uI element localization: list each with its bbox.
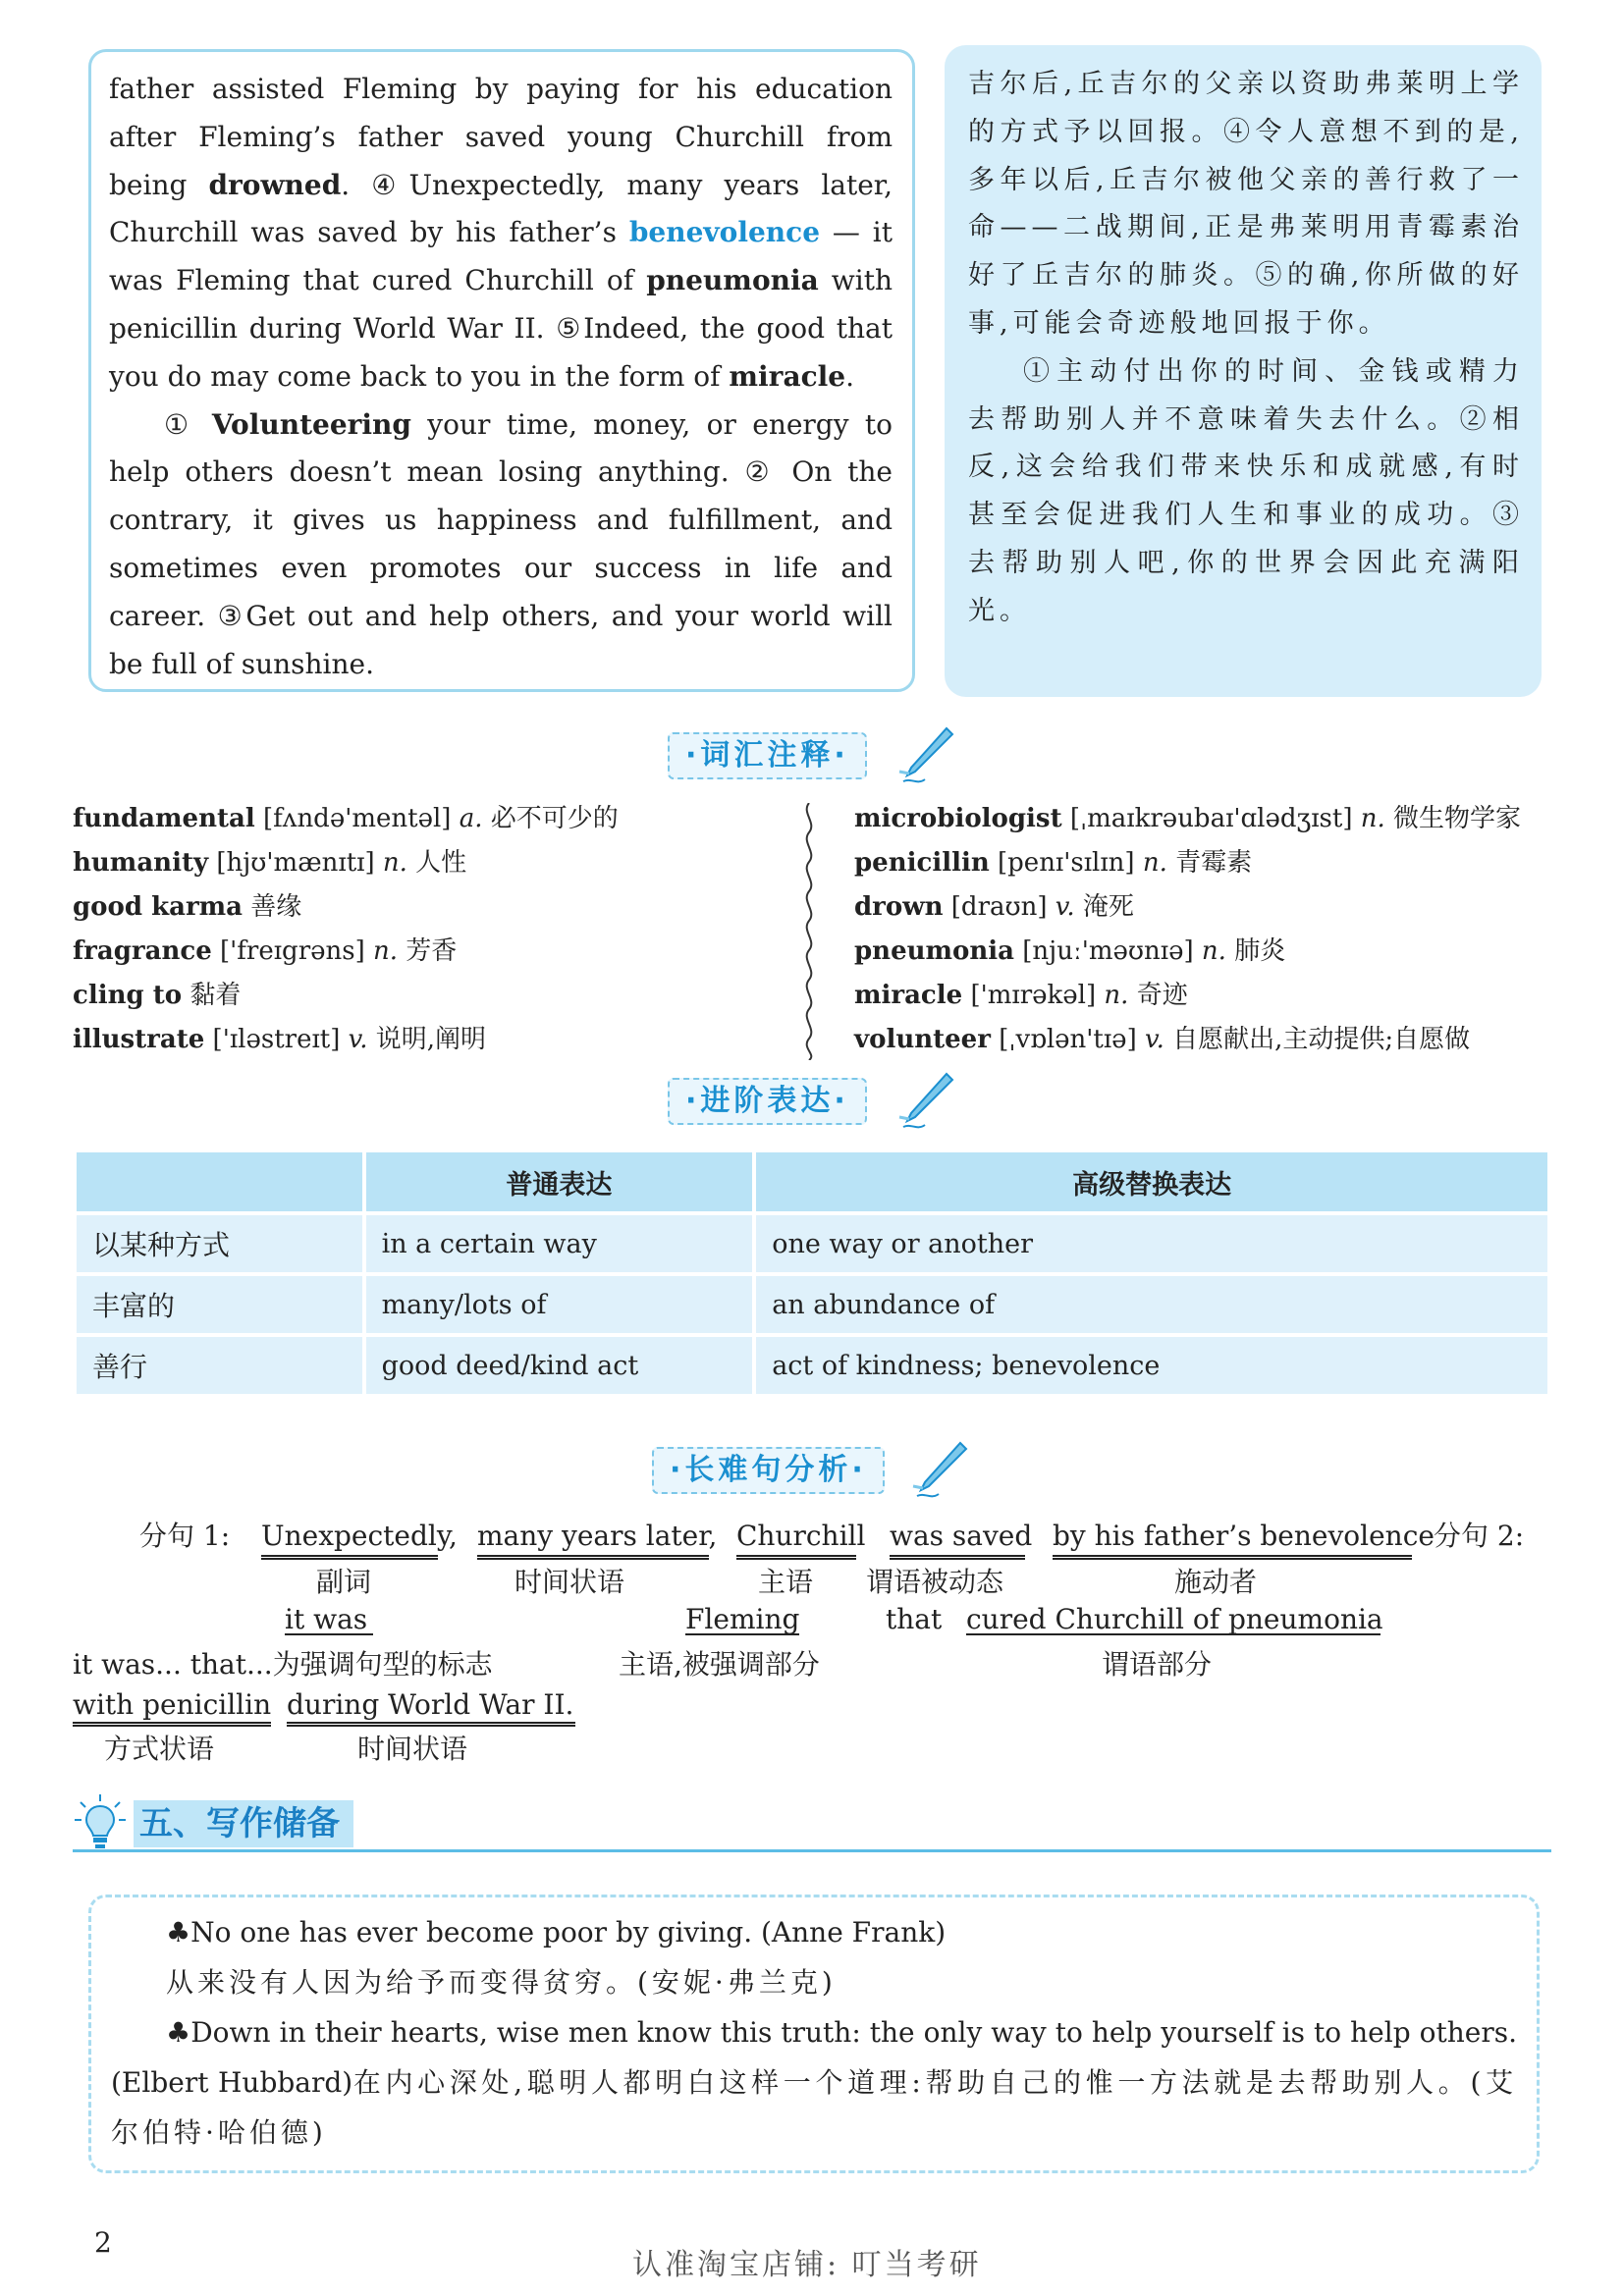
pen-icon — [897, 724, 956, 789]
club-icon: ♣ — [166, 2016, 191, 2049]
quote-1-cn: 从来没有人因为给予而变得贫穷。(安妮·弗兰克) — [166, 1966, 837, 1999]
vocab-entry — [73, 885, 619, 930]
vocab-phonetic: [ˌvɒlən'tɪə] — [990, 1025, 1145, 1054]
club-icon: ♣ — [166, 1916, 191, 1949]
vocab-pos: v. — [1144, 1025, 1173, 1054]
quote-2 — [111, 2007, 1517, 2158]
wavy-divider — [797, 803, 821, 1060]
quote-text-cn: 在内心深处,聪明人都明白这样一个道理:帮助自己的惟一方法就是去帮助别人。(艾尔伯特·哈伯德) — [111, 2066, 1518, 2149]
segment-label: 谓语被动态 — [866, 1566, 1004, 1598]
text-run: — it was Fleming that cured Churchill of — [109, 216, 893, 297]
vocab-word: penicillin — [854, 848, 990, 878]
clause-2-prefix: 分句 2: — [1434, 1520, 1525, 1552]
segment-label: 方式状语 — [104, 1733, 215, 1765]
vocab-meaning: 善缘 — [250, 892, 302, 922]
highlight-term: benevolence — [628, 216, 821, 249]
vocab-word: humanity — [73, 848, 209, 878]
vocab-pos: n. — [1142, 848, 1176, 878]
vocab-meaning: 奇迹 — [1136, 981, 1188, 1010]
vocab-entry — [73, 974, 619, 1018]
table-cell: 以某种方式 — [77, 1211, 362, 1272]
table-cell: 善行 — [77, 1333, 362, 1394]
segment-label: 时间状语 — [357, 1733, 468, 1765]
vocab-entry — [854, 885, 1521, 930]
chinese-translation-panel — [945, 45, 1542, 697]
vocab-section-tag: ·词汇注释· — [668, 732, 867, 779]
vocab-word: pneumonia — [854, 936, 1015, 966]
table-cell: 丰富的 — [77, 1272, 362, 1333]
vocab-entry — [854, 1018, 1521, 1062]
vocab-word: fundamental — [73, 804, 255, 833]
segment-time-adverbial: many years later, — [477, 1520, 718, 1552]
page-number: 2 — [94, 2226, 112, 2259]
vocab-meaning: 芳香 — [406, 936, 458, 966]
quote-text: No one has ever become poor by giving. (Anne Frank) — [190, 1916, 947, 1949]
vocab-word: cling to — [73, 981, 183, 1010]
segment-label: 谓语部分 — [1102, 1648, 1213, 1681]
english-paragraph-1 — [109, 66, 893, 401]
table-header-cell — [77, 1152, 362, 1211]
vocab-phonetic: [penɪ'sɪlɪn] — [989, 848, 1143, 878]
table-cell: good deed/kind act — [366, 1333, 753, 1394]
text-run: your time, money, or energy to help others doesn’t mean losing anything. ② On the contrary, it gives us happiness and fulfillment, and sometimes even promotes our success in life and career. ③Get out and help others, and your world will be full of sunshine. — [109, 407, 893, 680]
vocab-entry — [73, 797, 619, 841]
table-cell: act of kindness; benevolence — [756, 1333, 1547, 1394]
vocab-phonetic: [fʌndə'mentəl] — [254, 804, 460, 833]
writing-section-title: 五、写作储备 — [134, 1800, 353, 1847]
segment-underline — [287, 1722, 575, 1727]
segment-underline — [477, 1555, 709, 1560]
vocab-entry — [854, 930, 1521, 974]
text-run: . ④Unexpectedly, many years later, Churchill was saved by his father’s — [109, 168, 893, 249]
chinese-paragraph-2: ①主动付出你的时间、金钱或精力去帮助别人并不意味着失去什么。②相反,这会给我们带来快乐和成就感,有时甚至会促进我们人生和事业的成功。③去帮助别人吧,你的世界会因此充满阳光。 — [968, 355, 1524, 626]
quote-1-en — [111, 1907, 1517, 1957]
vocab-pos: n. — [382, 848, 416, 878]
table-row — [77, 1211, 1547, 1272]
table-header-row — [77, 1152, 1547, 1211]
vocab-entry — [73, 1018, 619, 1062]
vocab-word: volunteer — [854, 1025, 991, 1054]
vocab-word: microbiologist — [854, 804, 1062, 833]
vocab-meaning: 必不可少的 — [490, 804, 619, 833]
vocab-entry — [854, 797, 1521, 841]
text-run: . — [845, 359, 854, 393]
vocab-pos: n. — [373, 936, 406, 966]
segment-underline — [73, 1722, 271, 1727]
vocab-meaning: 淹死 — [1082, 892, 1134, 922]
segment-label: 主语,被强调部分 — [619, 1648, 820, 1681]
vocab-meaning: 微生物学家 — [1393, 804, 1522, 833]
vocab-list-right — [854, 797, 1521, 1062]
key-term: drowned — [208, 168, 342, 201]
segment-label: 时间状语 — [514, 1566, 625, 1598]
table-cell: many/lots of — [366, 1272, 753, 1333]
segment-underline — [285, 1633, 373, 1635]
vocab-entry — [854, 841, 1521, 885]
segment-predicate: was saved — [890, 1520, 1033, 1552]
vocab-phonetic: [njuː'məʊnɪə] — [1014, 936, 1202, 966]
vocab-entry — [73, 841, 619, 885]
vocab-phonetic: ['ɪləstreɪt] — [204, 1025, 349, 1054]
expression-table — [73, 1152, 1551, 1394]
segment-it-was: it was — [285, 1603, 368, 1635]
table-row — [77, 1333, 1547, 1394]
vocab-phonetic: [ˌmaɪkrəubaɪ'ɑlədʒɪst] — [1061, 804, 1361, 833]
analysis-section-tag: ·长难句分析· — [652, 1447, 885, 1494]
text-run: with penicillin during World War II. ⑤Indeed, the good that you do may come back to you in the form of — [109, 264, 893, 393]
table-header-cell: 普通表达 — [366, 1152, 753, 1211]
english-paragraph-2 — [109, 401, 893, 689]
key-term: Volunteering — [211, 407, 411, 441]
segment-underline — [685, 1633, 799, 1635]
footer-text: 认准淘宝店铺: 叮当考研 — [632, 2248, 982, 2282]
segment-subject: Churchill — [736, 1520, 866, 1552]
table-cell: in a certain way — [366, 1211, 753, 1272]
clause-1-prefix: 分句 1: — [139, 1520, 231, 1552]
segment-label: 施动者 — [1174, 1566, 1258, 1598]
segment-that: that — [886, 1603, 943, 1635]
text-run: ① — [164, 407, 212, 441]
vocab-phonetic: [hjʊ'mænɪtɪ] — [208, 848, 383, 878]
segment-time-adverbial-2: during World War II. — [287, 1688, 574, 1721]
segment-underline — [261, 1555, 438, 1560]
vocab-pos: v. — [348, 1025, 376, 1054]
vocab-phonetic: ['freɪgrəns] — [211, 936, 373, 966]
segment-label: 副词 — [316, 1566, 372, 1598]
english-passage-panel — [88, 49, 915, 692]
segment-predicate-part: cured Churchill of pneumonia — [966, 1603, 1383, 1635]
vocab-list-left — [73, 797, 619, 1062]
key-term: pneumonia — [646, 264, 819, 297]
segment-underline — [890, 1555, 1025, 1560]
segment-underline — [736, 1555, 856, 1560]
table-row — [77, 1272, 1547, 1333]
vocab-pos: n. — [1360, 804, 1394, 833]
segment-underline — [1053, 1555, 1412, 1560]
segment-underline — [966, 1633, 1380, 1635]
vocab-pos: v. — [1055, 892, 1083, 922]
segment-label: it was... that...为强调句型的标志 — [73, 1648, 493, 1681]
vocab-word: drown — [854, 892, 944, 922]
vocab-pos: n. — [1104, 981, 1137, 1010]
vocab-entry — [854, 974, 1521, 1018]
vocab-phonetic: [draʊn] — [943, 892, 1056, 922]
quote-text: Down in their hearts, wise men know this truth: the only way to help yourself is to help others. (Elbert Hubbard) — [111, 2016, 1517, 2099]
pen-icon — [897, 1070, 956, 1135]
segment-emphasized-subject: Fleming — [685, 1603, 800, 1635]
segment-adverb: Unexpectedly, — [261, 1520, 458, 1552]
segment-agent: by his father’s benevolence — [1053, 1520, 1435, 1552]
vocab-phonetic: ['mɪrəkəl] — [962, 981, 1105, 1010]
vocab-word: illustrate — [73, 1025, 205, 1054]
vocab-meaning: 说明,阐明 — [375, 1025, 487, 1054]
table-cell: one way or another — [756, 1211, 1547, 1272]
vocab-pos: a. — [459, 804, 491, 833]
lightbulb-icon — [73, 1792, 128, 1851]
vocab-word: fragrance — [73, 936, 212, 966]
pen-icon — [911, 1439, 970, 1504]
chinese-paragraph-1: 吉尔后,丘吉尔的父亲以资助弗莱明上学的方式予以回报。④令人意想不到的是,多年以后,丘吉尔被他父亲的善行救了一命——二战期间,正是弗莱明用青霉素治好了丘吉尔的肺炎。⑤的确,你所做的好事,可能会奇迹般地回报于你。 — [968, 69, 1524, 339]
vocab-meaning: 肺炎 — [1234, 936, 1286, 966]
segment-label: 主语 — [758, 1566, 814, 1598]
vocab-entry — [73, 930, 619, 974]
vocab-meaning: 黏着 — [189, 981, 242, 1010]
vocab-pos: n. — [1201, 936, 1235, 966]
vocab-word: good karma — [73, 892, 244, 922]
advanced-section-tag: ·进阶表达· — [668, 1078, 867, 1125]
vocab-meaning: 自愿献出,主动提供;自愿做 — [1172, 1025, 1471, 1054]
table-header-cell: 高级替换表达 — [756, 1152, 1547, 1211]
vocab-meaning: 人性 — [415, 848, 467, 878]
segment-manner-adverbial: with penicillin — [73, 1688, 272, 1721]
table-cell: an abundance of — [756, 1272, 1547, 1333]
quote-box — [88, 1895, 1540, 2173]
vocab-word: miracle — [854, 981, 963, 1010]
key-term: miracle — [729, 359, 846, 393]
text-run: father assisted Fleming by paying for his education after Fleming’s father saved young Churchill from being — [109, 73, 893, 201]
vocab-meaning: 青霉素 — [1175, 848, 1253, 878]
